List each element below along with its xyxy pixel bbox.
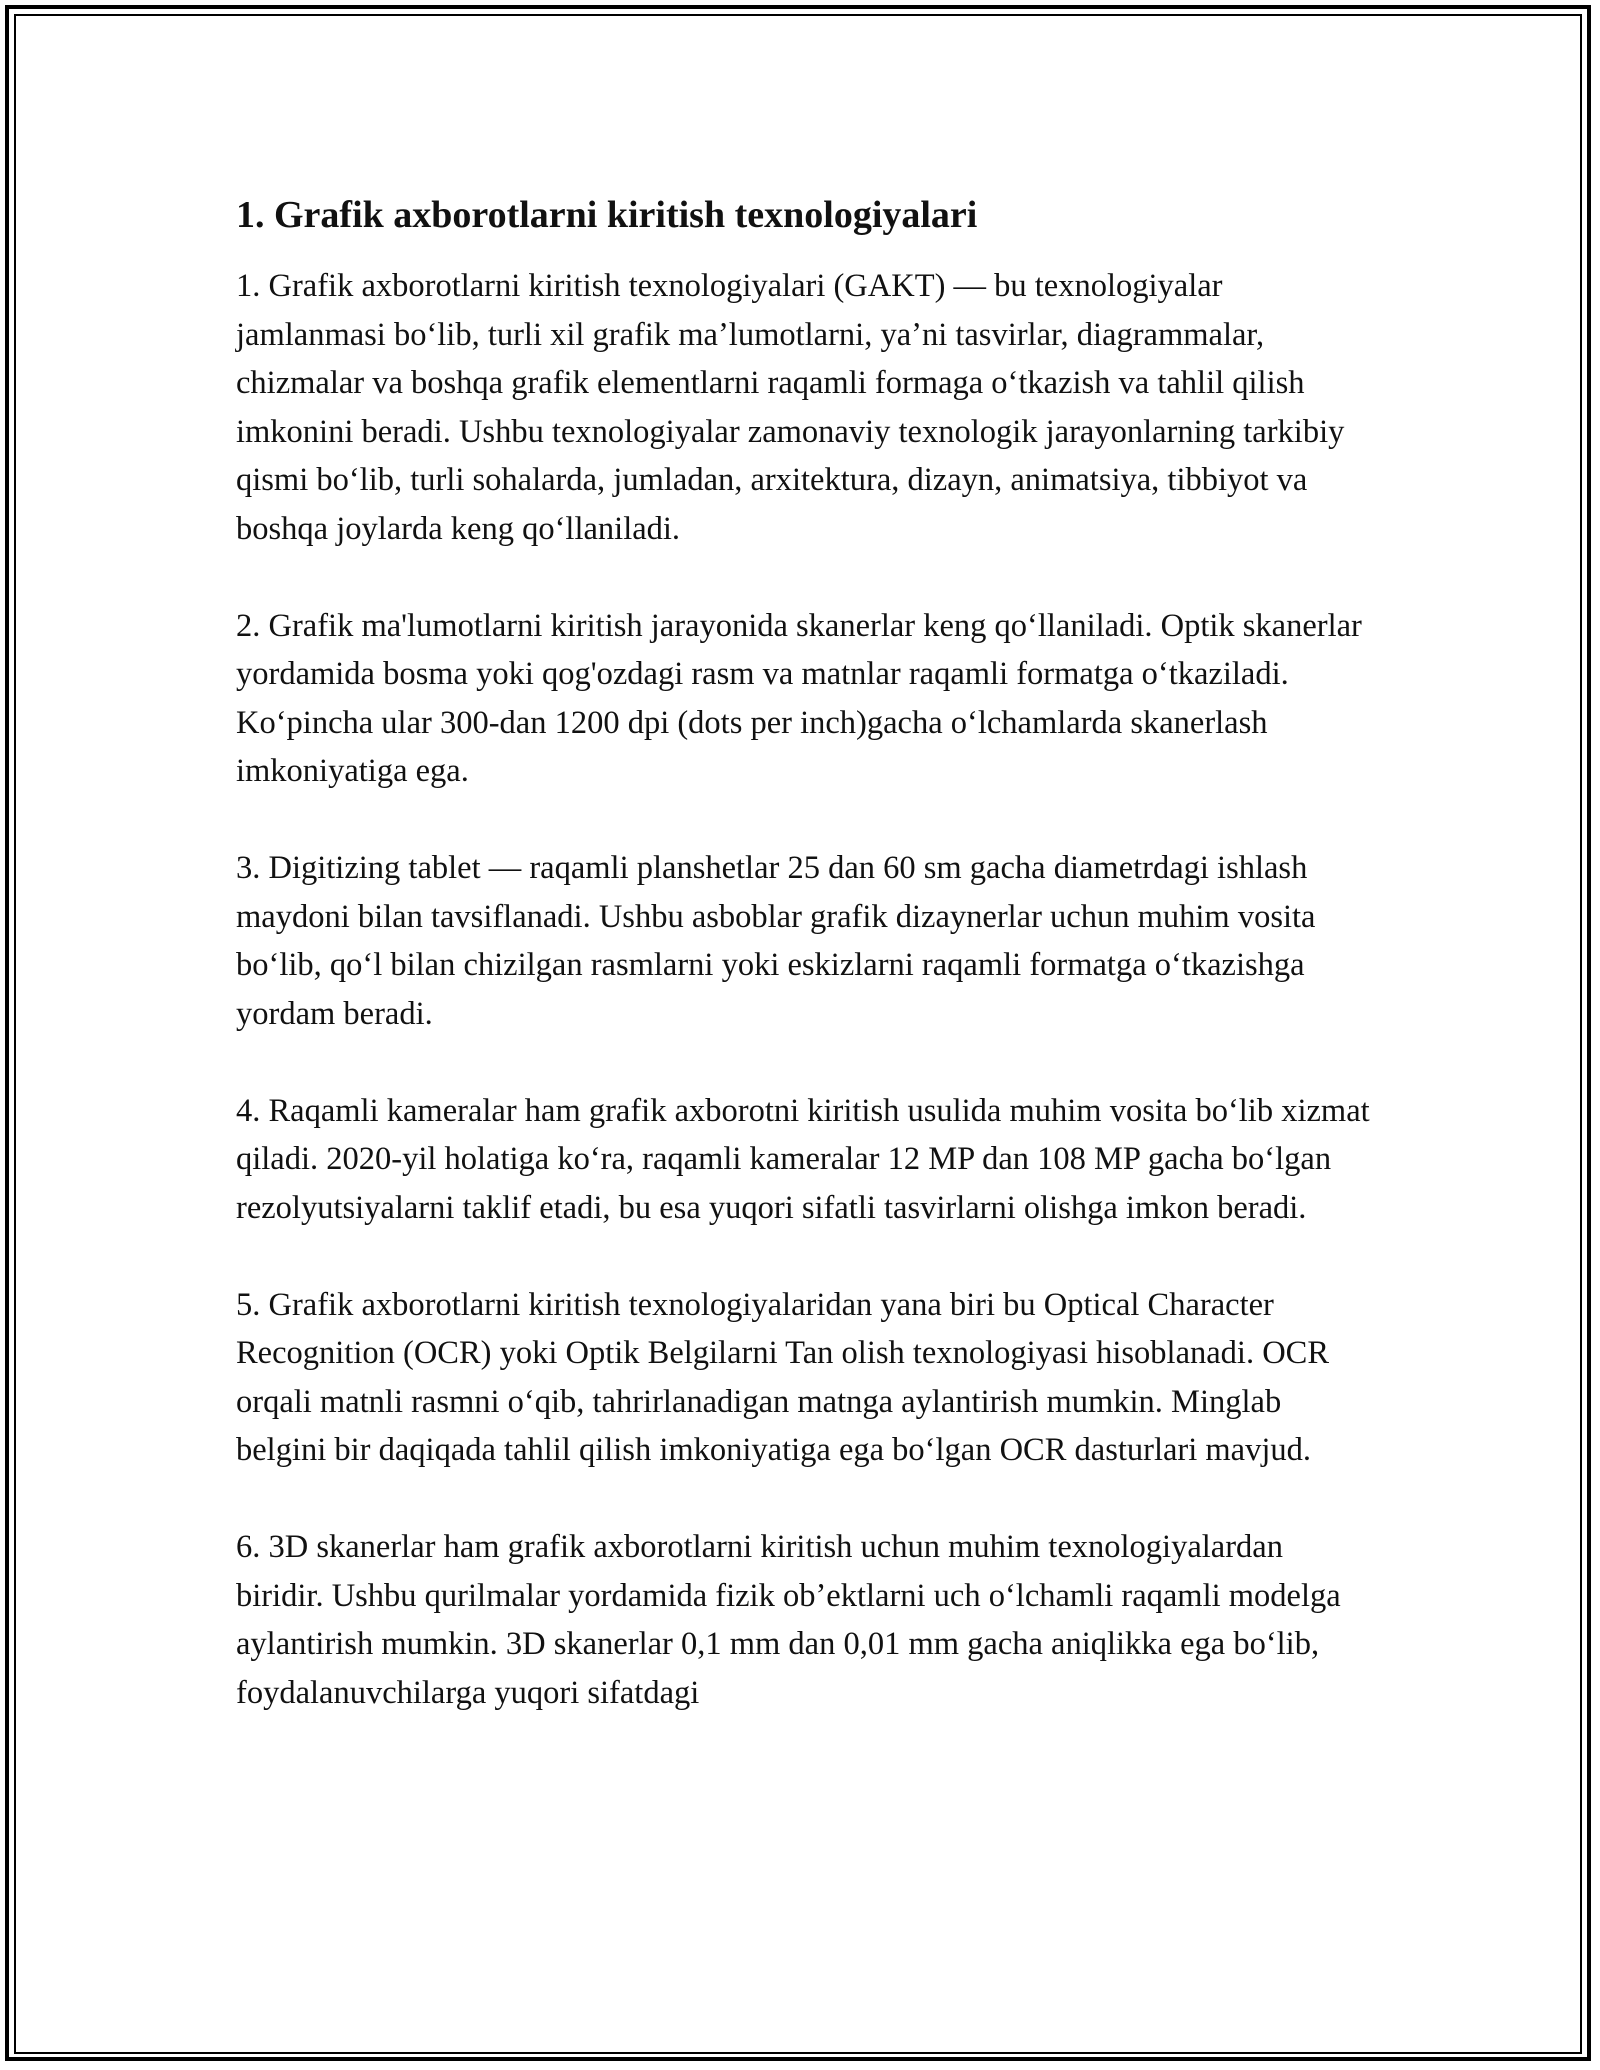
paragraph-1: 1. Grafik axborotlarni kiritish texnologiyalari (GAKT) — bu texnologiyalar jamlanmasi boʻlib, turli xil grafik maʼlumotlarni, yaʼni tasvirlar, diagrammalar, chizmalar va boshqa grafik elementlarni raqamli formaga oʻtkazish va tahlil qilish imkonini beradi. Ushbu texnologiyalar zamonaviy texnologik jarayonlarning tarkibiy qismi boʻlib, turli sohalarda, jumladan, arxitektura, dizayn, animatsiya, tibbiyot va boshqa joylarda keng qoʻllaniladi. [236,268,1345,547]
paragraph-4: 4. Raqamli kameralar ham grafik axborotni kiritish usulida muhim vosita boʻlib xizmat qiladi. 2020-yil holatiga koʻra, raqamli kameralar 12 MP dan 108 MP gacha boʻlgan rezolyutsiyalarni taklif etadi, bu esa yuqori sifatli tasvirlarni olishga imkon beradi. [236,1092,1370,1226]
document-body [236,190,1376,1766]
paragraph-6: 6. 3D skanerlar ham grafik axborotlarni kiritish uchun muhim texnologiyalardan biridir. Ushbu qurilmalar yordamida fizik obʼektlarni uch oʻlchamli raqamli modelga aylantirish mumkin. 3D skanerlar 0,1 mm dan 0,01 mm gacha aniqlikka ega boʻlib, foydalanuvchilarga yuqori sifatdagi [236,1529,1341,1711]
paragraph-3: 3. Digitizing tablet — raqamli planshetlar 25 dan 60 sm gacha diametrdagi ishlash maydoni bilan tavsiflanadi. Ushbu asboblar grafik dizaynerlar uchun muhim vosita boʻlib, qoʻl bilan chizilgan rasmlarni yoki eskizlarni raqamli formatga oʻtkazishga yordam beradi. [236,850,1316,1032]
paragraph-5: 5. Grafik axborotlarni kiritish texnologiyalaridan yana biri bu Optical Character Recognition (OCR) yoki Optik Belgilarni Tan olish texnologiyasi hisoblanadi. OCR orqali matnli rasmni oʻqib, tahrirlanadigan matnga aylantirish mumkin. Minglab belgini bir daqiqada tahlil qilish imkoniyatiga ega boʻlgan OCR dasturlari mavjud. [236,1286,1330,1468]
document-title: 1. Grafik axborotlarni kiritish texnologiyalari [236,194,978,236]
paragraph-2: 2. Grafik ma'lumotlarni kiritish jarayonida skanerlar keng qoʻllaniladi. Optik skanerlar yordamida bosma yoki qog'ozdagi rasm va matnlar raqamli formatga oʻtkaziladi. Koʻpincha ular 300-dan 1200 dpi (dots per inch)gacha oʻlchamlarda skanerlash imkoniyatiga ega. [236,607,1362,789]
